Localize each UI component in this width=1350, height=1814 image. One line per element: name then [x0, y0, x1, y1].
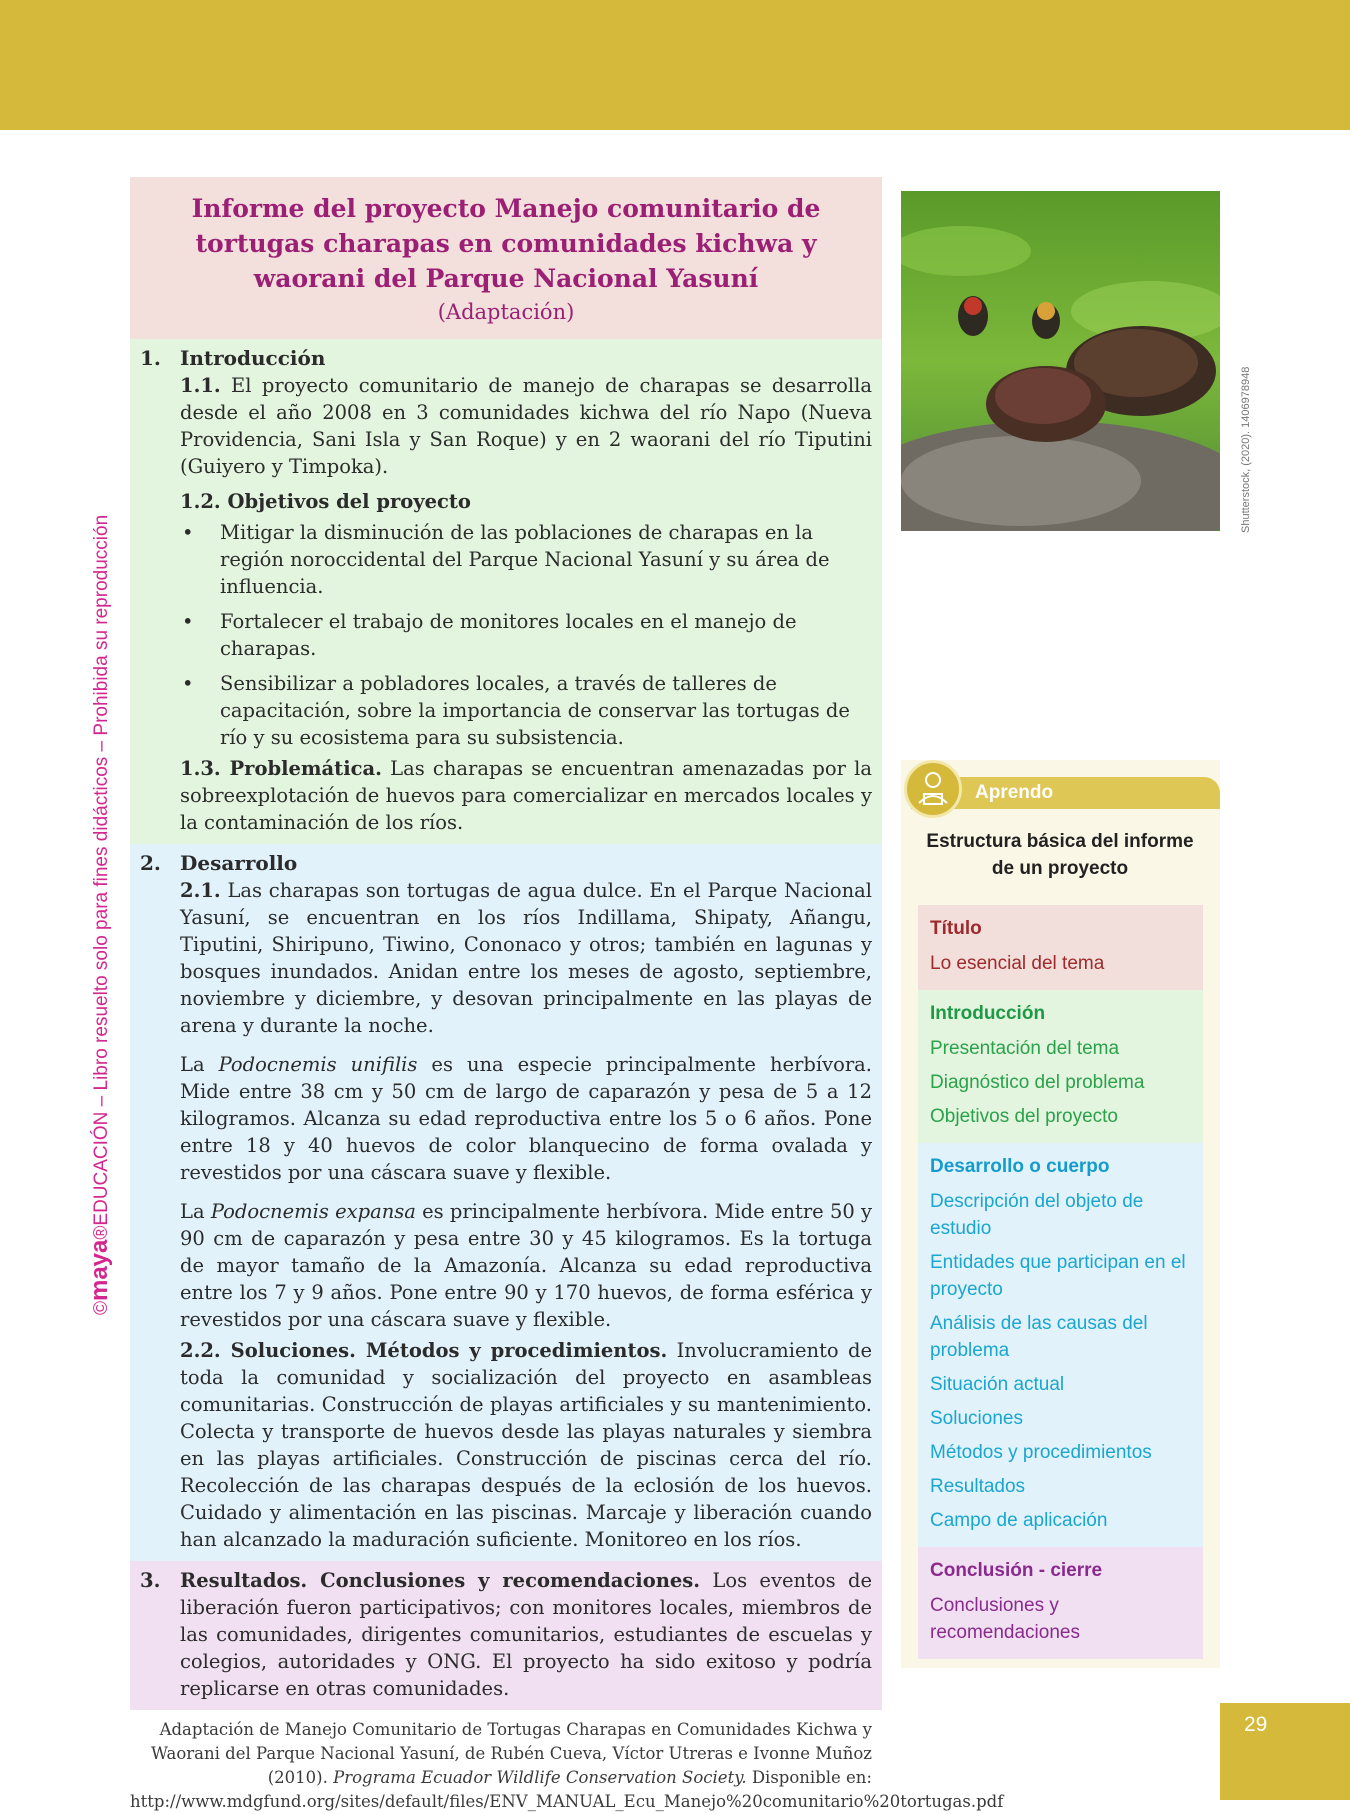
paragraph-2-2: 2.2. Soluciones. Métodos y procedimientos. Involucramiento de toda la comunidad y socialización del proyecto en asambleas comunitarias. Construcción de playas artificiales y su mantenimiento. Colecta y transporte de huevos desde las playas naturales y siembra en las playas artificiales. Construcción de piscinas cerca del río. Recolección de las charapas después de la eclosión de los huevos. Cuidado y alimentación en las piscinas. Marcaje y liberación cuando han alcanzado la maduración suficiente. Monitoreo en los ríos.: [180, 1339, 872, 1551]
list-item: • Sensibilizar a pobladores locales, a través de talleres de capacitación, sobre la importancia de conservar las tortugas de río y su ecosistema para su subsistencia.: [182, 672, 850, 749]
top-color-band: [0, 0, 1350, 130]
section-results: [130, 1561, 882, 1710]
aprendo-box: [901, 760, 1220, 1668]
page-number-box: [1220, 1703, 1350, 1800]
reader-icon: [904, 760, 962, 818]
group-conclusion: Conclusión - cierre Conclusiones y recomendaciones: [918, 1547, 1203, 1659]
photo-credit: Shutterstock, (2020). 1406978948: [1240, 366, 1252, 533]
objectives-heading: 1.2. Objetivos del proyecto: [180, 490, 471, 513]
report-document: [130, 177, 1004, 1814]
section-development: [130, 844, 882, 1561]
paragraph-1-3: 1.3. Problemática. Las charapas se encuentran amenazadas por la sobreexplotación de huevos para comercializar en mercados locales y la contaminación de los ríos.: [180, 757, 872, 834]
paragraph-2-1: 2.1. Las charapas son tortugas de agua dulce. En el Parque Nacional Yasuní, se encuentran en los ríos Indillama, Shipaty, Añangu, Tiputini, Shiripuno, Tiwino, Cononaco y otros; también en lagunas y bosques inundados. Anidan entre los meses de agosto, septiembre, noviembre y diciembre, y desovan principalmente en las playas de arena y durante la noche.: [180, 879, 872, 1037]
turtles-illustration: [901, 191, 1220, 531]
turtles-photo: [901, 191, 1220, 531]
structure-list: [918, 905, 1203, 1659]
section-introduction: [130, 339, 882, 844]
list-item: • Fortalecer el trabajo de monitores locales en el manejo de charapas.: [182, 610, 797, 660]
page-number: 29: [1244, 1713, 1268, 1736]
group-introduccion: Introducción Presentación del tema Diagnóstico del problema Objetivos del proyecto: [918, 990, 1203, 1143]
copyright-side-note: ©maya®EDUCACIÓN – Libro resuelto solo para fines didácticos – Prohibida su reproducción: [86, 514, 113, 1315]
paragraph-expansa: La Podocnemis expansa es principalmente herbívora. Mide entre 50 y 90 cm de caparazón y pesa entre 30 y 45 kilogramos. Es la tortuga de mayor tamaño de la Amazonía. Alcanza su edad reproductiva entre los 7 y 9 años. Pone entre 90 y 170 huevos, de forma esférica y revestidos por una cáscara suave y flexible.: [180, 1200, 872, 1331]
list-item: • Mitigar la disminución de las poblaciones de charapas en la región noroccidental del Parque Nacional Yasuní y su área de influencia.: [182, 521, 830, 598]
group-titulo: Título Lo esencial del tema: [918, 905, 1203, 990]
objectives-list: [180, 519, 872, 751]
source-citation: Adaptación de Manejo Comunitario de Tortugas Charapas en Comunidades Kichwa y Waorani del Parque Nacional Yasuní, de Rubén Cueva, Víctor Utreras e Ivonne Muñoz (2010). Programa Ecuador Wildlife Conservation Society. Disponible en: http://www.mdgfund.org/sites/default/files/ENV_MANUAL_Ecu_Manejo%20comunitario%20tortugas.pdf: [130, 1720, 1004, 1811]
group-desarrollo: Desarrollo o cuerpo Descripción del objeto de estudio Entidades que participan en el proyecto Análisis de las causas del problema Situación actual Soluciones Métodos y procedimientos Resultados Campo de aplicación: [918, 1143, 1203, 1547]
paragraph-unifilis: La Podocnemis unifilis es una especie principalmente herbívora. Mide entre 38 cm y 50 cm de largo de caparazón y pesa de 5 a 12 kilogramos. Alcanza su edad reproductiva entre los 5 o 6 años. Pone entre 18 y 40 huevos de color blanquecino de forma ovalada y revestidos por una cáscara suave y flexible.: [180, 1053, 872, 1184]
report-title-block: [130, 177, 882, 339]
brand-logo-text: maya: [86, 1239, 113, 1301]
aprendo-header: Aprendo: [911, 777, 1220, 809]
section-heading: 2. Desarrollo: [140, 851, 298, 875]
aprendo-title: Estructura básica del informe de un proyecto: [926, 831, 1194, 879]
section-heading: 1. Introducción: [140, 346, 326, 370]
results-paragraph: 3. Resultados. Conclusiones y recomendaciones. Los eventos de liberación fueron participativos; con monitores locales, miembros de las comunidades, dirigentes comunitarios, estudiantes de escuelas y colegios, autoridades y ONG. El proyecto ha sido exitoso y podría replicarse en otras comunidades.: [140, 1569, 872, 1700]
report-title: Informe del proyecto Manejo comunitario de tortugas charapas en comunidades kichwa y waorani del Parque Nacional Yasuní: [191, 194, 821, 293]
report-subtitle: (Adaptación): [437, 300, 575, 324]
paragraph-1-1: 1.1. El proyecto comunitario de manejo de charapas se desarrolla desde el año 2008 en 3 comunidades kichwa del río Napo (Nueva Providencia, Sani Isla y San Roque) y en 2 waorani del río Tiputini (Guiyero y Timpoka).: [180, 374, 872, 478]
